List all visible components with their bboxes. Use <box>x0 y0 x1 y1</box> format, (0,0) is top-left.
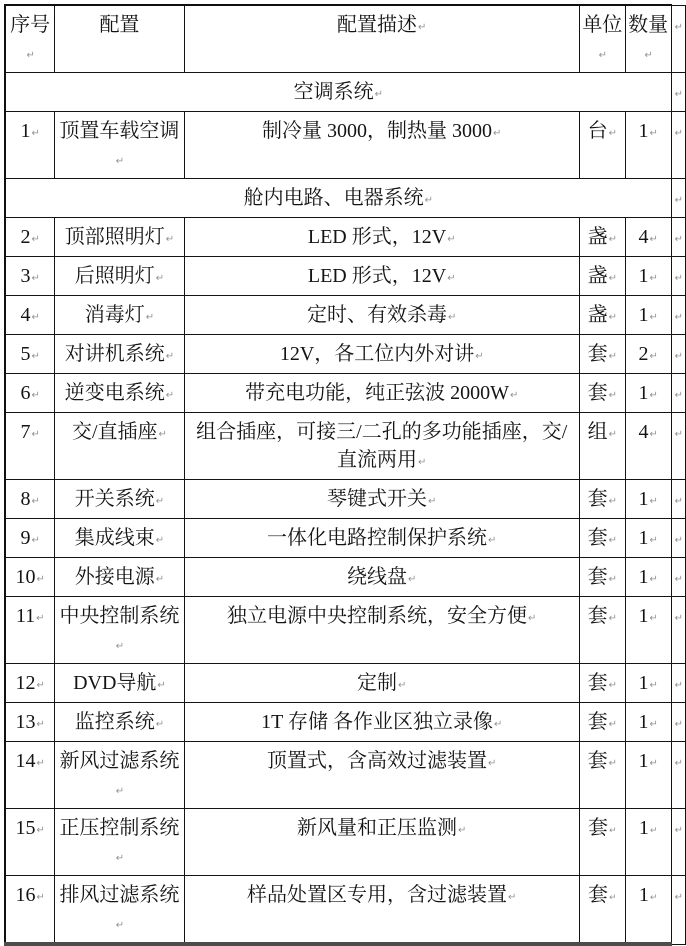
cell-desc: 1T 存储 各作业区独立录像↵ <box>184 703 579 742</box>
cell-unit: 盏↵ <box>579 218 625 257</box>
paragraph-mark-icon: ↵ <box>447 234 456 245</box>
paragraph-mark-icon: ↵ <box>488 758 497 769</box>
cell-desc: 样品处置区专用，含过滤装置↵ <box>184 876 579 945</box>
config-table <box>4 4 686 946</box>
cell-desc: 一体化电路控制保护系统↵ <box>184 519 579 558</box>
col-header-no: 序号↵ <box>5 5 55 73</box>
paragraph-mark-icon: ↵ <box>649 351 658 362</box>
cell-no: 3↵ <box>5 257 55 296</box>
cell-unit: 套↵ <box>579 703 625 742</box>
cell-name: 逆变电系统↵ <box>55 374 184 413</box>
cell-unit: 盏↵ <box>579 257 625 296</box>
paragraph-mark-icon: ↵ <box>608 496 618 507</box>
section-label: 舱内电路、电器系统↵ <box>5 179 671 218</box>
paragraph-mark-icon: ↵ <box>674 825 683 836</box>
cell-desc: 制冷量 3000，制热量 3000↵ <box>184 112 579 179</box>
paragraph-mark-icon: ↵ <box>674 312 683 323</box>
paragraph-mark-icon: ↵ <box>418 22 427 33</box>
paragraph-mark-icon: ↵ <box>36 825 45 836</box>
paragraph-mark-icon: ↵ <box>649 613 658 624</box>
paragraph-mark-icon: ↵ <box>458 825 467 836</box>
paragraph-mark-icon: ↵ <box>644 50 653 61</box>
paragraph-mark-icon: ↵ <box>649 719 658 730</box>
cell-name: 交/直插座↵ <box>55 413 184 480</box>
table-row <box>5 703 686 742</box>
paragraph-mark-icon: ↵ <box>674 390 683 401</box>
paragraph-mark-icon: ↵ <box>31 496 40 507</box>
cell-no: 9↵ <box>5 519 55 558</box>
paragraph-mark-icon: ↵ <box>649 680 658 691</box>
cell-desc: 琴键式开关↵ <box>184 480 579 519</box>
cell-qty: 2↵ <box>625 335 671 374</box>
table-row <box>5 112 686 179</box>
cell-qty: 4↵ <box>625 218 671 257</box>
paragraph-mark-icon: ↵ <box>36 719 45 730</box>
cell-desc: 带充电功能，纯正弦波 2000W↵ <box>184 374 579 413</box>
paragraph-mark-icon: ↵ <box>408 574 417 585</box>
paragraph-mark-icon: ↵ <box>31 390 40 401</box>
cell-desc: 定时、有效杀毒↵ <box>184 296 579 335</box>
cell-unit: 套↵ <box>579 374 625 413</box>
cell-unit: 套↵ <box>579 742 625 809</box>
paragraph-mark-icon: ↵ <box>674 128 683 139</box>
cell-qty: 1↵ <box>625 558 671 597</box>
cell-no: 5↵ <box>5 335 55 374</box>
paragraph-mark-icon: ↵ <box>145 312 155 323</box>
paragraph-mark-icon: ↵ <box>447 273 456 284</box>
cell-desc: 顶置式，含高效过滤装置↵ <box>184 742 579 809</box>
cell-qty: 1↵ <box>625 703 671 742</box>
row-end-mark-cell <box>671 335 685 374</box>
paragraph-mark-icon: ↵ <box>674 496 683 507</box>
paragraph-mark-icon: ↵ <box>31 273 40 284</box>
paragraph-mark-icon: ↵ <box>649 312 658 323</box>
paragraph-mark-icon: ↵ <box>608 273 618 284</box>
paragraph-mark-icon: ↵ <box>649 234 658 245</box>
col-header-desc: 配置描述↵ <box>184 5 579 73</box>
cell-no: 11↵ <box>5 597 55 664</box>
cell-no: 15↵ <box>5 809 55 876</box>
paragraph-mark-icon: ↵ <box>155 496 165 507</box>
row-end-mark-cell <box>671 519 685 558</box>
cell-unit: 盏↵ <box>579 296 625 335</box>
paragraph-mark-icon: ↵ <box>649 574 658 585</box>
paragraph-mark-icon: ↵ <box>493 719 503 730</box>
paragraph-mark-icon: ↵ <box>598 50 608 61</box>
paragraph-mark-icon: ↵ <box>674 535 683 546</box>
paragraph-mark-icon: ↵ <box>448 312 457 323</box>
cell-name: 正压控制系统↵ <box>55 809 184 876</box>
paragraph-mark-icon: ↵ <box>488 535 497 546</box>
paragraph-mark-icon: ↵ <box>674 892 683 903</box>
paragraph-mark-icon: ↵ <box>155 535 165 546</box>
cell-name: 监控系统↵ <box>55 703 184 742</box>
cell-unit: 套↵ <box>579 335 625 374</box>
paragraph-mark-icon: ↵ <box>609 893 617 903</box>
paragraph-mark-icon: ↵ <box>649 758 658 769</box>
col-header-unit: 单位↵ <box>579 5 625 73</box>
paragraph-mark-icon: ↵ <box>674 273 683 284</box>
table-row <box>5 480 686 519</box>
row-end-mark-cell <box>671 218 685 257</box>
paragraph-mark-icon: ↵ <box>115 786 125 797</box>
cell-unit: 台↵ <box>579 112 625 179</box>
col-header-qty: 数量↵ <box>625 5 671 73</box>
row-end-mark-cell <box>671 597 685 664</box>
paragraph-mark-icon: ↵ <box>674 89 683 100</box>
paragraph-mark-icon: ↵ <box>649 826 658 836</box>
paragraph-mark-icon: ↵ <box>374 89 383 100</box>
row-end-mark-cell <box>671 664 685 703</box>
table-row <box>5 257 686 296</box>
paragraph-mark-icon: ↵ <box>674 234 683 245</box>
cell-name: 新风过滤系统↵ <box>55 742 184 809</box>
cell-unit: 套↵ <box>579 597 625 664</box>
cell-qty: 1↵ <box>625 809 671 876</box>
cell-qty: 1↵ <box>625 742 671 809</box>
paragraph-mark-icon: ↵ <box>493 128 502 139</box>
cell-qty: 1↵ <box>625 257 671 296</box>
cell-name: 集成线束↵ <box>55 519 184 558</box>
paragraph-mark-icon: ↵ <box>608 312 618 323</box>
paragraph-mark-icon: ↵ <box>674 758 683 769</box>
paragraph-mark-icon: ↵ <box>649 128 658 139</box>
row-end-mark-cell <box>671 703 685 742</box>
table-row <box>5 374 686 413</box>
cell-no: 1↵ <box>5 112 55 179</box>
paragraph-mark-icon: ↵ <box>608 128 618 139</box>
paragraph-mark-icon: ↵ <box>674 680 683 691</box>
paragraph-mark-icon: ↵ <box>418 457 427 468</box>
cell-name: 开关系统↵ <box>55 480 184 519</box>
table-header <box>5 5 686 73</box>
paragraph-mark-icon: ↵ <box>165 390 175 401</box>
row-end-mark-cell <box>671 413 685 480</box>
paragraph-mark-icon: ↵ <box>608 613 618 624</box>
paragraph-mark-icon: ↵ <box>424 195 433 206</box>
paragraph-mark-icon: ↵ <box>36 758 45 769</box>
paragraph-mark-icon: ↵ <box>26 50 35 61</box>
cell-name: 顶置车载空调↵ <box>55 112 184 179</box>
paragraph-mark-icon: ↵ <box>115 853 125 864</box>
cell-desc: LED 形式，12V↵ <box>184 257 579 296</box>
paragraph-mark-icon: ↵ <box>608 574 618 585</box>
cell-no: 8↵ <box>5 480 55 519</box>
paragraph-mark-icon: ↵ <box>649 390 658 401</box>
paragraph-mark-icon: ↵ <box>674 429 683 440</box>
cell-qty: 1↵ <box>625 296 671 335</box>
paragraph-mark-icon: ↵ <box>31 351 40 362</box>
row-end-mark-cell <box>671 558 685 597</box>
paragraph-mark-icon: ↵ <box>475 351 484 362</box>
cell-desc: LED 形式，12V↵ <box>184 218 579 257</box>
paragraph-mark-icon: ↵ <box>608 719 618 730</box>
row-end-mark-cell <box>671 73 685 112</box>
paragraph-mark-icon: ↵ <box>508 892 517 903</box>
paragraph-mark-icon: ↵ <box>528 613 537 624</box>
cell-qty: 1↵ <box>625 664 671 703</box>
table-row <box>5 742 686 809</box>
cell-no: 10↵ <box>5 558 55 597</box>
paragraph-mark-icon: ↵ <box>165 234 175 245</box>
cell-name: DVD导航↵ <box>55 664 184 703</box>
paragraph-mark-icon: ↵ <box>398 680 407 691</box>
table-row <box>5 335 686 374</box>
table-row <box>5 876 686 945</box>
cell-no: 6↵ <box>5 374 55 413</box>
paragraph-mark-icon: ↵ <box>608 390 618 401</box>
cell-name: 顶部照明灯↵ <box>55 218 184 257</box>
cell-qty: 1↵ <box>625 480 671 519</box>
paragraph-mark-icon: ↵ <box>674 574 683 585</box>
row-end-mark-cell <box>671 876 685 945</box>
row-end-mark-cell <box>671 374 685 413</box>
paragraph-mark-icon: ↵ <box>609 826 617 836</box>
cell-unit: 套↵ <box>579 664 625 703</box>
table-body <box>5 73 686 945</box>
cell-qty: 1↵ <box>625 519 671 558</box>
row-end-mark-cell <box>671 480 685 519</box>
cell-desc: 组合插座，可接三/二孔的多功能插座，交/直流两用↵ <box>184 413 579 480</box>
table-row <box>5 413 686 480</box>
paragraph-mark-icon: ↵ <box>649 893 658 903</box>
table-row <box>5 296 686 335</box>
paragraph-mark-icon: ↵ <box>649 273 658 284</box>
cell-desc: 定制↵ <box>184 664 579 703</box>
paragraph-mark-icon: ↵ <box>155 719 165 730</box>
paragraph-mark-icon: ↵ <box>509 390 519 401</box>
cell-unit: 套↵ <box>579 480 625 519</box>
paragraph-mark-icon: ↵ <box>36 892 45 903</box>
row-end-mark-cell <box>671 112 685 179</box>
row-end-mark-cell <box>671 809 685 876</box>
cell-unit: 套↵ <box>579 809 625 876</box>
cell-qty: 1↵ <box>625 597 671 664</box>
paragraph-mark-icon: ↵ <box>115 920 125 931</box>
cell-qty: 4↵ <box>625 413 671 480</box>
cell-name: 对讲机系统↵ <box>55 335 184 374</box>
cell-no: 2↵ <box>5 218 55 257</box>
paragraph-mark-icon: ↵ <box>155 273 165 284</box>
paragraph-mark-icon: ↵ <box>674 719 683 730</box>
paragraph-mark-icon: ↵ <box>428 496 437 507</box>
row-end-mark-cell <box>671 742 685 809</box>
cell-name: 消毒灯↵ <box>55 296 184 335</box>
cell-unit: 套↵ <box>579 519 625 558</box>
header-row <box>5 5 686 73</box>
paragraph-mark-icon: ↵ <box>31 128 40 139</box>
cell-no: 7↵ <box>5 413 55 480</box>
cell-no: 12↵ <box>5 664 55 703</box>
table-row <box>5 809 686 876</box>
table-row <box>5 664 686 703</box>
cell-desc: 新风量和正压监测↵ <box>184 809 579 876</box>
row-end-mark-cell <box>671 296 685 335</box>
cell-unit: 组↵ <box>579 413 625 480</box>
paragraph-mark-icon: ↵ <box>31 429 40 440</box>
cell-qty: 1↵ <box>625 876 671 945</box>
cell-qty: 1↵ <box>625 374 671 413</box>
cell-name: 后照明灯↵ <box>55 257 184 296</box>
cell-qty: 1↵ <box>625 112 671 179</box>
paragraph-mark-icon: ↵ <box>157 680 166 691</box>
cell-unit: 套↵ <box>579 558 625 597</box>
table-row <box>5 597 686 664</box>
table-row <box>5 519 686 558</box>
paragraph-mark-icon: ↵ <box>674 613 683 624</box>
row-end-mark-cell <box>671 5 685 73</box>
paragraph-mark-icon: ↵ <box>115 156 125 167</box>
col-header-name: 配置 <box>55 5 184 73</box>
paragraph-mark-icon: ↵ <box>36 574 45 585</box>
cell-no: 4↵ <box>5 296 55 335</box>
cell-no: 16↵ <box>5 876 55 945</box>
paragraph-mark-icon: ↵ <box>31 312 40 323</box>
cell-no: 13↵ <box>5 703 55 742</box>
paragraph-mark-icon: ↵ <box>36 613 45 624</box>
paragraph-mark-icon: ↵ <box>608 680 618 691</box>
section-row <box>5 179 686 218</box>
cell-no: 14↵ <box>5 742 55 809</box>
paragraph-mark-icon: ↵ <box>31 234 40 245</box>
paragraph-mark-icon: ↵ <box>608 429 618 440</box>
cell-desc: 独立电源中央控制系统，安全方便↵ <box>184 597 579 664</box>
section-row <box>5 73 686 112</box>
cell-unit: 套↵ <box>579 876 625 945</box>
row-end-mark-cell <box>671 257 685 296</box>
paragraph-mark-icon: ↵ <box>649 535 658 546</box>
cell-name: 排风过滤系统↵ <box>55 876 184 945</box>
paragraph-mark-icon: ↵ <box>36 680 45 691</box>
paragraph-mark-icon: ↵ <box>115 641 125 652</box>
paragraph-mark-icon: ↵ <box>674 351 683 362</box>
paragraph-mark-icon: ↵ <box>649 496 658 507</box>
cell-name: 外接电源↵ <box>55 558 184 597</box>
paragraph-mark-icon: ↵ <box>608 535 618 546</box>
paragraph-mark-icon: ↵ <box>165 351 175 362</box>
paragraph-mark-icon: ↵ <box>608 351 618 362</box>
cell-name: 中央控制系统↵ <box>55 597 184 664</box>
section-label: 空调系统↵ <box>5 73 671 112</box>
paragraph-mark-icon: ↵ <box>674 21 683 33</box>
cell-desc: 12V，各工位内外对讲↵ <box>184 335 579 374</box>
paragraph-mark-icon: ↵ <box>608 234 618 245</box>
table-row <box>5 218 686 257</box>
paragraph-mark-icon: ↵ <box>155 574 165 585</box>
table-row <box>5 558 686 597</box>
paragraph-mark-icon: ↵ <box>649 429 658 440</box>
cell-desc: 绕线盘↵ <box>184 558 579 597</box>
paragraph-mark-icon: ↵ <box>608 758 618 769</box>
row-end-mark-cell <box>671 179 685 218</box>
paragraph-mark-icon: ↵ <box>674 195 683 206</box>
paragraph-mark-icon: ↵ <box>31 535 40 546</box>
paragraph-mark-icon: ↵ <box>158 429 167 440</box>
